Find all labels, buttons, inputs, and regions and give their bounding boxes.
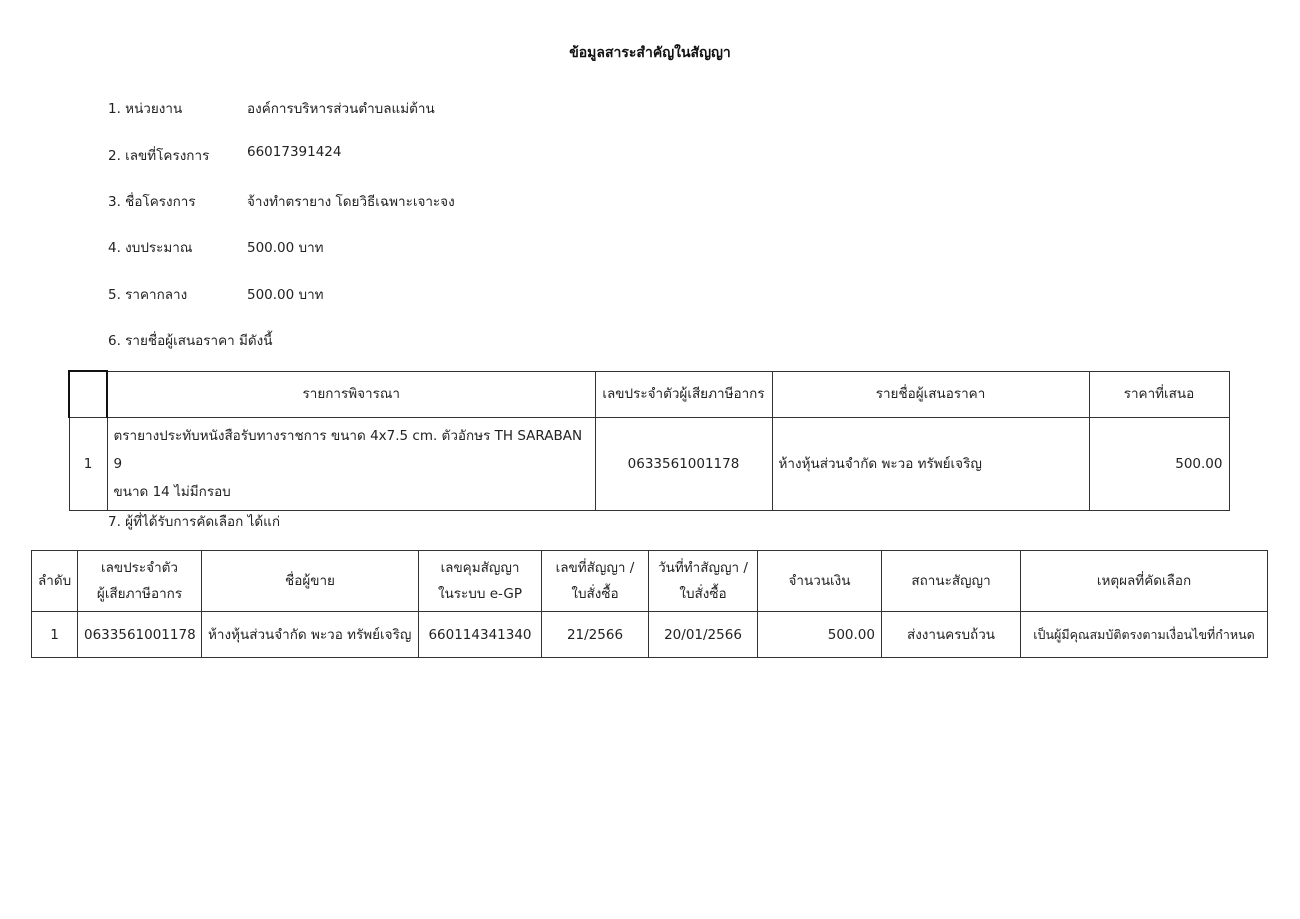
table-header-row <box>32 551 1268 612</box>
table-header-cell: เหตุผลที่คัดเลือก <box>1021 551 1268 612</box>
table-header-cell: สถานะสัญญา <box>882 551 1021 612</box>
section-winners-heading: 7. ผู้ที่ได้รับการคัดเลือก ได้แก่ <box>108 514 281 530</box>
contract-amount: 500.00 <box>758 612 882 658</box>
info-value: 500.00 บาท <box>247 287 324 303</box>
seller-name: ห้างหุ้นส่วนจำกัด พะวอ ทรัพย์เจริญ <box>202 612 419 658</box>
table-header-cell: เลขประจำตัวผู้เสียภาษีอากร <box>595 371 772 417</box>
bidders-table <box>68 370 1230 511</box>
header-line: ผู้เสียภาษีอากร <box>96 586 183 602</box>
table-header-row <box>69 371 1229 417</box>
header-line: เลขที่สัญญา / <box>555 560 635 576</box>
table-row <box>69 417 1229 510</box>
offered-price: 500.00 <box>1089 417 1229 510</box>
row-number: 1 <box>32 612 78 658</box>
info-label: 2. เลขที่โครงการ <box>108 148 210 164</box>
header-line: ใบสั่งซื้อ <box>679 586 727 602</box>
table-header-cell <box>69 371 107 417</box>
item-description-line: ขนาด 14 ไม่มีกรอบ <box>113 483 231 500</box>
info-value: 66017391424 <box>247 144 342 160</box>
table-header-cell <box>78 551 202 612</box>
item-description <box>107 417 595 510</box>
section-bidders-heading: 6. รายชื่อผู้เสนอราคา มีดังนี้ <box>108 333 273 349</box>
header-line: ใบสั่งซื้อ <box>571 586 619 602</box>
table-header-cell: รายการพิจารณา <box>107 371 595 417</box>
header-line: เลขประจำตัว <box>100 560 179 576</box>
table-header-cell <box>649 551 758 612</box>
header-line: เลขคุมสัญญา <box>440 560 520 576</box>
table-header-cell: ราคาที่เสนอ <box>1089 371 1229 417</box>
document-title: ข้อมูลสาระสำคัญในสัญญา <box>569 45 731 61</box>
winners-table <box>31 550 1268 658</box>
header-line: ในระบบ e-GP <box>437 586 523 602</box>
tax-id: 0633561001178 <box>595 417 772 510</box>
contract-status: ส่งงานครบถ้วน <box>882 612 1021 658</box>
info-label: 3. ชื่อโครงการ <box>108 194 196 210</box>
contract-date: 20/01/2566 <box>649 612 758 658</box>
contract-number: 21/2566 <box>542 612 649 658</box>
table-header-cell <box>542 551 649 612</box>
info-value: จ้างทำตรายาง โดยวิธีเฉพาะเจาะจง <box>247 194 455 210</box>
selection-reason: เป็นผู้มีคุณสมบัติตรงตามเงื่อนไขที่กำหนด <box>1021 612 1268 658</box>
info-label: 5. ราคากลาง <box>108 287 188 303</box>
header-line: วันที่ทำสัญญา / <box>658 560 748 576</box>
table-header-cell: ลำดับ <box>32 551 78 612</box>
info-label: 1. หน่วยงาน <box>108 101 183 117</box>
bidder-name: ห้างหุ้นส่วนจำกัด พะวอ ทรัพย์เจริญ <box>772 417 1089 510</box>
tax-id: 0633561001178 <box>78 612 202 658</box>
table-header-cell: ชื่อผู้ขาย <box>202 551 419 612</box>
info-value: 500.00 บาท <box>247 240 324 256</box>
item-description-line: ตรายางประทับหนังสือรับทางราชการ ขนาด 4x7.5 cm. ตัวอักษร TH SARABAN 9 <box>113 427 583 472</box>
info-label: 4. งบประมาณ <box>108 240 193 256</box>
row-number: 1 <box>69 417 107 510</box>
table-header-cell: จำนวนเงิน <box>758 551 882 612</box>
control-number: 660114341340 <box>419 612 542 658</box>
info-value: องค์การบริหารส่วนตำบลแม่ต้าน <box>247 101 435 117</box>
table-header-cell: รายชื่อผู้เสนอราคา <box>772 371 1089 417</box>
table-row <box>32 612 1268 658</box>
table-header-cell <box>419 551 542 612</box>
